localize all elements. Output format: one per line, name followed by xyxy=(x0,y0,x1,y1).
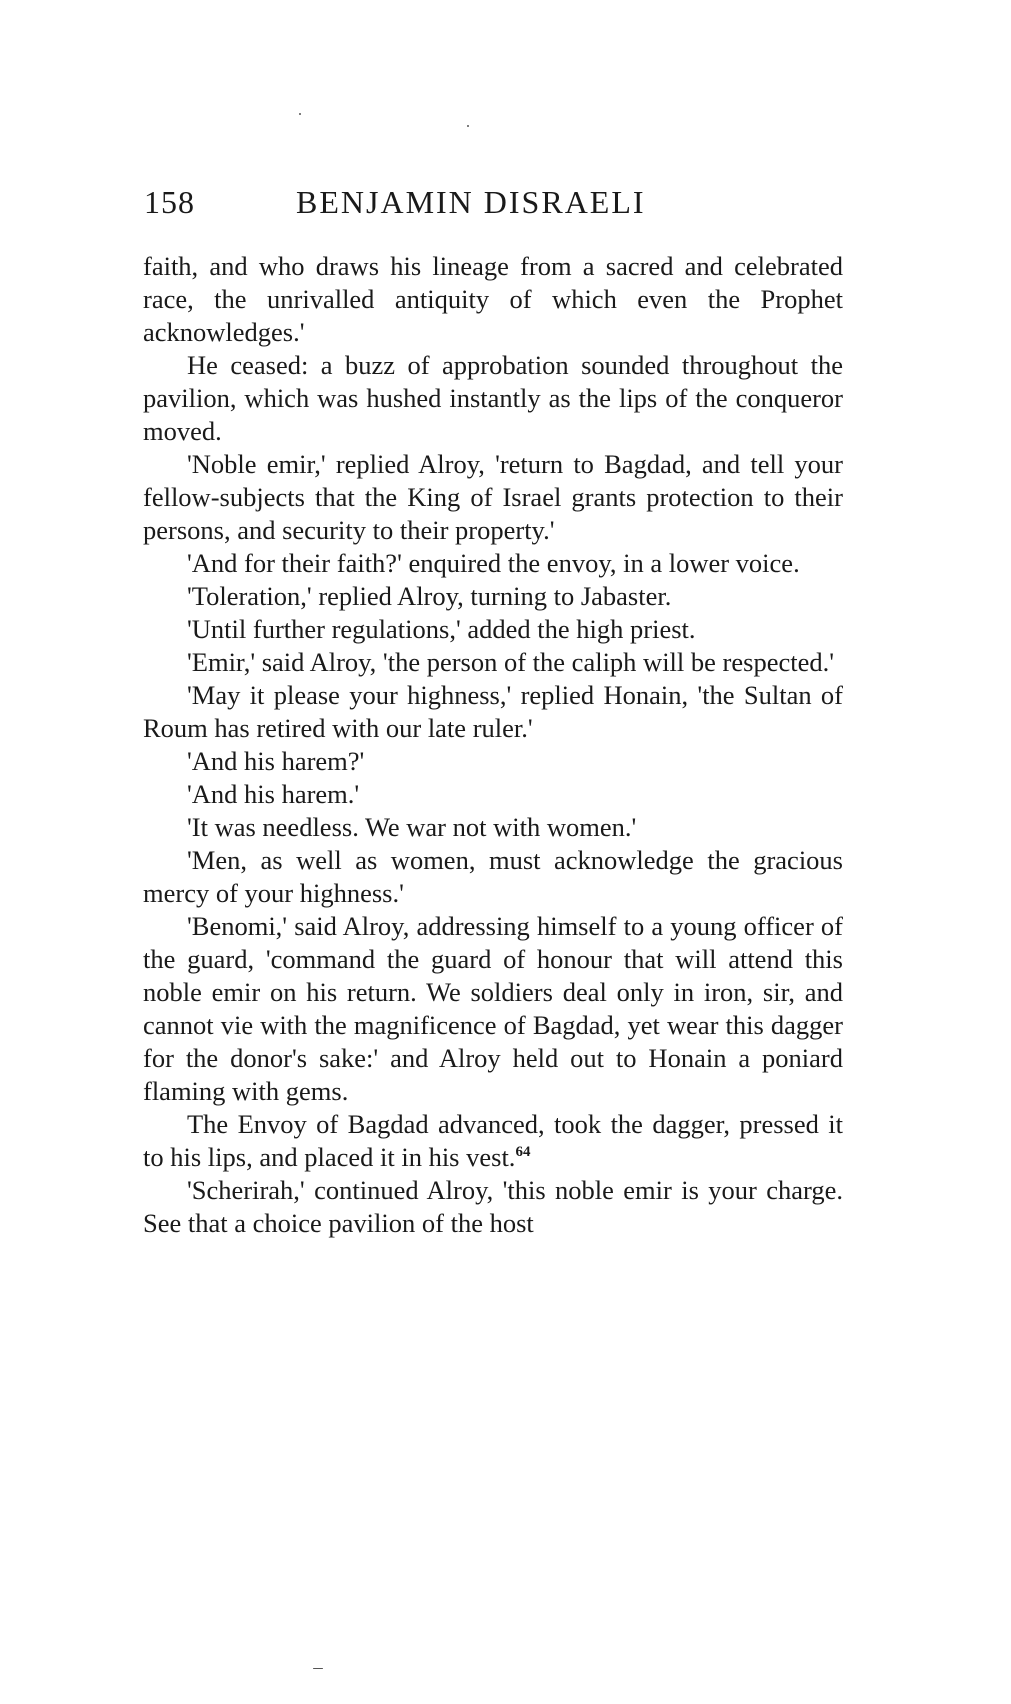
paragraph: 'It was needless. We war not with women.' xyxy=(187,812,637,842)
print-speck xyxy=(299,113,301,115)
paragraph: 'Emir,' said Alroy, 'the person of the caliph will be respected.' xyxy=(187,647,834,677)
paragraph: 'And his harem?' xyxy=(187,746,365,776)
paragraph: faith, and who draws his lineage from a sacred and celebrated race, the unrivalled antiquity of which even the Prophet acknowledges.' xyxy=(143,251,843,347)
paragraph: 'Scherirah,' continued Alroy, 'this noble emir is your charge. See that a choice pavilion of the host xyxy=(143,1175,843,1238)
paragraph: 'May it please your highness,' replied Honain, 'the Sultan of Roum has retired with our late ruler.' xyxy=(143,680,843,743)
running-title: BENJAMIN DISRAELI xyxy=(296,184,646,220)
paragraph: 'Until further regulations,' added the high priest. xyxy=(187,614,696,644)
paragraph: 'Men, as well as women, must acknowledge the gracious mercy of your highness.' xyxy=(143,845,843,908)
paragraph-with-footnote xyxy=(143,1108,843,1174)
paragraph: 'And his harem.' xyxy=(187,779,360,809)
paragraph: He ceased: a buzz of approbation sounded throughout the pavilion, which was hushed instantly as the lips of the conqueror moved. xyxy=(143,350,843,446)
paragraph-text: The Envoy of Bagdad advanced, took the dagger, pressed it to his lips, and placed it in his vest. xyxy=(143,1109,843,1172)
footnote-marker: 64 xyxy=(515,1144,531,1161)
paragraph: 'And for their faith?' enquired the envoy, in a lower voice. xyxy=(187,548,800,578)
paragraph: 'Noble emir,' replied Alroy, 'return to Bagdad, and tell your fellow-subjects that the King of Israel grants protection to their persons, and security to their property.' xyxy=(143,449,843,545)
page-number: 158 xyxy=(144,184,195,220)
paragraph: 'Benomi,' said Alroy, addressing himself to a young officer of the guard, 'command the guard of honour that will attend this noble emir on his return. We soldiers deal only in iron, sir, and cannot vie with the magnificence of Bagdad, yet wear this dagger for the donor's sake:' and Alroy held out to Honain a poniard flaming with gems. xyxy=(143,911,843,1106)
page-header xyxy=(144,184,844,228)
print-speck xyxy=(313,1668,323,1669)
body-text xyxy=(143,250,843,1240)
print-speck xyxy=(467,125,469,127)
paragraph: 'Toleration,' replied Alroy, turning to Jabaster. xyxy=(187,581,672,611)
